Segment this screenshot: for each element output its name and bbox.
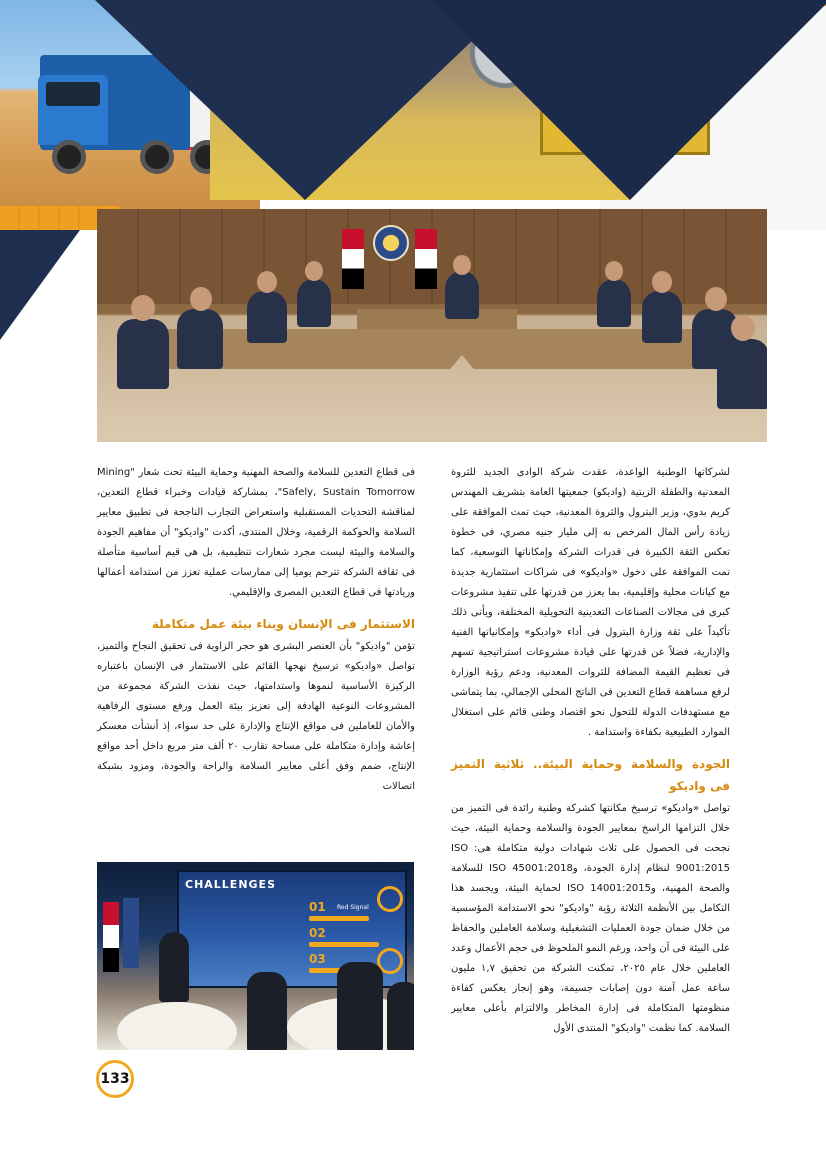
attendee	[247, 291, 287, 343]
article-column-left	[97, 463, 415, 797]
attendee-head	[705, 287, 727, 311]
article-paragraph: تؤمن "واديكو" بأن العنصر البشرى هو حجر الزاوية فى تحقيق النجاح والتميز، تواصل «واديكو» ترسيخ نهجها القائم على الاستثمار فى الإنسان باعتباره الركيزة الأساسية لنموها واستدامتها، حيث نفذت الشركة مجموعة من المشروعات النوعية الهادفة إلى تعزيز بيئة العمل ورفع مستوى الرفاهية والأمان للعاملين فى مواقع الإنتاج والإدارة على حد سواء، إذ أنشأت معسكر إعاشة وإدارة متكاملة على مساحة تقارب ٢٠ ألف متر مربع داخل أحد مواقع الإنتاج، ضمم وفق أعلى معايير السلامة والراحة والجودة، ومزود بشبكة اتصالات	[97, 641, 415, 792]
attendee	[717, 339, 767, 409]
section-heading: الجودة والسلامة وحماية البيئة.. ثلاثية التميز فى واديكو	[451, 757, 730, 793]
company-emblem	[373, 225, 409, 261]
egypt-flag	[103, 902, 119, 972]
slide-item-label: Red Signal	[337, 904, 369, 911]
attendee-head	[305, 261, 323, 281]
header-collage	[0, 0, 826, 230]
slide-icon	[377, 886, 403, 912]
article-paragraph: لشركاتها الوطنية الواعدة، عقدت شركة الوادى الجديد للثروة المعدنية والطفلة الزيتية (واديكو) جمعيتها العامة بتشريف المهندس كريم بدوي، وزير البترول والثروة المعدنية، حيث تمت الموافقة على زيادة رأس المال المرخص به إلى مليار جنيه مصري، فى خطوة تعكس الثقة الكبيرة فى قدرات الشركة وإمكاناتها التوسعية، كما تمت الموافقة على دخول «واديكو» فى شراكات استثمارية جديدة مع كيانات محلية وإقليمية، بما يعزز من قدرتها على تنفيذ مشروعات كبرى فى مجالات الصناعات التعدينية التحويلية المختلفة، ويأتى ذلك تأكيداً على ثقة وزارة البترول فى أداء «واديكو» وإمكانياتها الفنية والإدارية، فضلاً عن قدرتها على قيادة مشروعات استراتيجية تسهم فى تعظيم القيمة المضافة للثروات المعدنية، ودعم رؤية الوزارة لرفع مساهمة قطاع التعدين فى الناتج المحلى الإجمالي، بما يتماشى مع مستهدفات الدولة للتحول نحو اقتصاد وطنى قائم على استغلال الموارد الطبيعية بكفاءة واستدامة .	[451, 467, 730, 738]
attendee	[445, 271, 479, 319]
slide-item-number: 02	[309, 926, 326, 940]
navy-corner-decoration	[0, 230, 80, 340]
slide-item-number: 03	[309, 952, 326, 966]
attendee	[597, 279, 631, 327]
head-table	[357, 309, 517, 331]
attendee	[387, 982, 414, 1050]
navy-triangle-decoration	[430, 0, 826, 200]
mining-forum-photo	[97, 862, 414, 1050]
round-table	[117, 1002, 237, 1050]
egypt-flag	[342, 229, 364, 289]
company-flag	[123, 898, 139, 968]
attendee-head	[731, 315, 755, 341]
attendee-head	[131, 295, 155, 321]
attendee	[177, 309, 223, 369]
truck-wheel	[52, 140, 86, 174]
slide-item-bar	[309, 916, 369, 921]
attendee-head	[652, 271, 672, 293]
attendee	[247, 972, 287, 1050]
attendee-head	[190, 287, 212, 311]
slide-title: CHALLENGES	[185, 878, 276, 891]
attendee	[337, 962, 383, 1050]
attendee	[642, 291, 682, 343]
truck-windshield	[46, 82, 100, 106]
page-number: 133	[96, 1060, 134, 1098]
egypt-flag	[415, 229, 437, 289]
attendee-head	[453, 255, 471, 275]
article-column-right	[451, 463, 730, 1039]
speaker	[159, 932, 189, 1002]
slide-item-bar	[309, 942, 379, 947]
article-paragraph: تواصل «واديكو» ترسيخ مكانتها كشركة وطنية رائدة فى التميز من خلال التزامها الراسخ بمعايير الجودة والسلامة وحماية البيئة، حيث نجحت فى الحصول على ثلاث شهادات دولية متكاملة هى: ISO 9001:2015 لنظام إدارة الجودة، وISO 45001:2018 للسلامة والصحة المهنية، وISO 14001:2015 لحماية البيئة، ويجسد هذا التكامل بين الأنظمة الثلاثة رؤية "واديكو" نحو الاستدامة المؤسسية من خلال ضمان جودة العمليات التشغيلية وسلامة العاملين والحفاظ على البيئة فى آن واحد، ورغم النمو الملحوظ فى حجم الأعمال وعدد العاملين خلال عام ٢٠٢٥، تمكنت الشركة من تحقيق ١,٧ مليون ساعة عمل آمنة دون إصابات جسيمة، وهو إنجاز يعكس كفاءة منظومتها المتكاملة فى إدارة المخاطر والالتزام بأعلى معايير السلامة. كما نظمت "واديكو" المنتدى الأول	[451, 803, 731, 1034]
slide-item-number: 01	[309, 900, 326, 914]
article-paragraph: فى قطاع التعدين للسلامة والصحة المهنية وحماية البيئة تحت شعار "Mining Safely, Sustain Tomorrow"، بمشاركة قيادات وخبراء قطاع التعدين، لمناقشة التحديات المستقبلية واستعراض التجارب الناجحة فى تطبيق معايير السلامة والحوكمة الرقمية، وخلال المنتدى، أكدت "واديكو" أن مفاهيم الجودة والسلامة والبيئة ليست مجرد شعارات تنظيمية، بل هى قيم أساسية متأصلة فى ثقافة الشركة تترجم يوميا إلى ممارسات عملية تعزز من استدامة أعمالها وريادتها فى قطاع التعدين المصرى والإقليمي.	[97, 467, 415, 598]
attendee-head	[257, 271, 277, 293]
section-heading: الاستثمار فى الإنسان وبناء بيئة عمل متكاملة	[151, 617, 415, 631]
conference-table-left	[120, 329, 484, 369]
general-assembly-meeting-photo	[97, 209, 767, 442]
attendee-head	[605, 261, 623, 281]
attendee	[297, 279, 331, 327]
attendee	[117, 319, 169, 389]
